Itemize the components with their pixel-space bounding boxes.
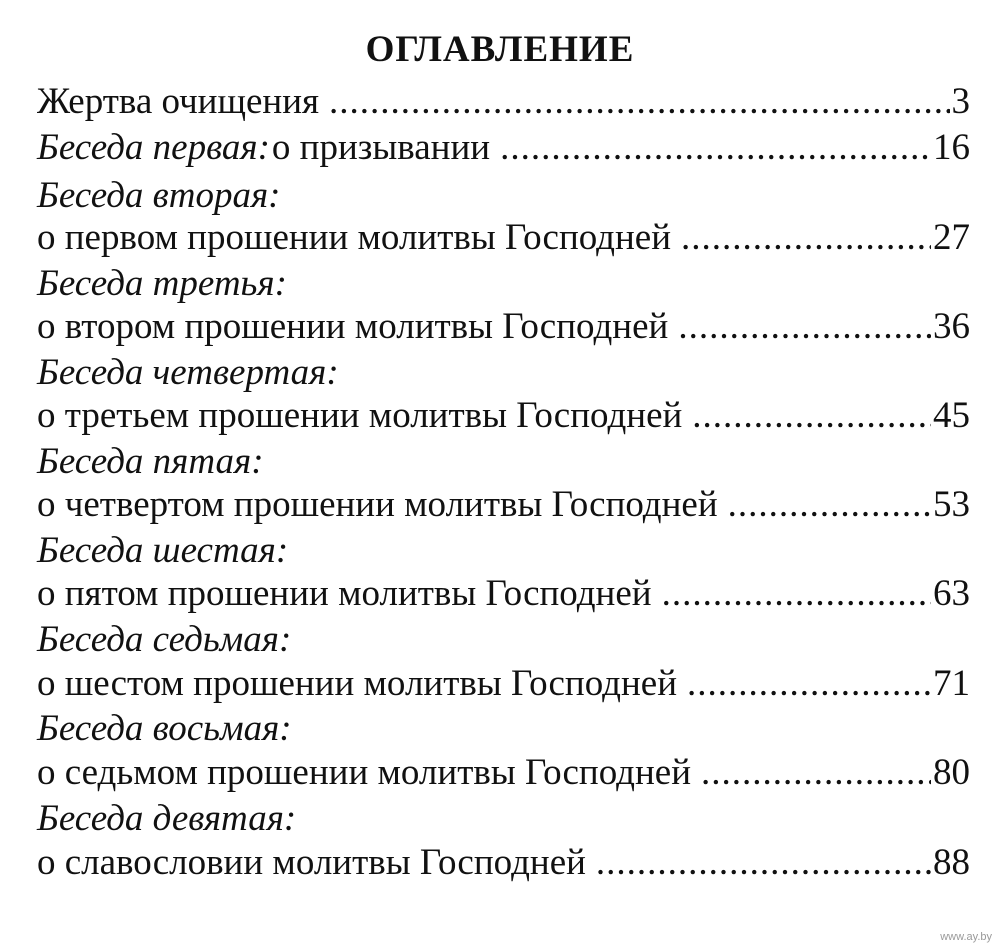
entry-label: Беседа седьмая:	[37, 619, 292, 660]
entry-label: Беседа третья:	[37, 263, 287, 304]
entry-label: Беседа девятая:	[37, 798, 297, 839]
entry-label: Беседа шестая:	[37, 530, 289, 571]
dot-leader	[678, 303, 931, 351]
page-number: 53	[933, 484, 970, 525]
toc-entry	[37, 481, 970, 529]
entry-text: о призывании	[271, 127, 491, 168]
entry-text: о шестом прошении молитвы Господней	[37, 663, 678, 704]
entry-label: Беседа восьмая:	[37, 708, 292, 749]
site-watermark: www.ay.by	[940, 931, 992, 943]
toc-entry	[37, 392, 970, 440]
entry-text: о третьем прошении молитвы Господней	[37, 395, 683, 436]
dot-leader	[500, 124, 931, 172]
toc-entry	[37, 839, 970, 887]
page-number: 16	[933, 127, 970, 168]
dot-leader	[692, 392, 931, 440]
page-number: 45	[933, 395, 970, 436]
entry-text: о первом прошении молитвы Господней	[37, 217, 672, 258]
toc-entry	[37, 749, 970, 797]
entry-text: о славословии молитвы Господней	[37, 842, 586, 883]
entry-label: Беседа первая:	[37, 127, 270, 168]
dot-leader	[329, 78, 949, 126]
dot-leader	[687, 660, 931, 708]
entry-text: о седьмом прошении молитвы Господней	[37, 752, 692, 793]
page-number: 88	[933, 842, 970, 883]
entry-label: Беседа вторая:	[37, 175, 281, 216]
toc-title: ОГЛАВЛЕНИЕ	[365, 29, 635, 70]
toc-entry	[37, 303, 970, 351]
page-number: 3	[951, 81, 970, 122]
entry-label: Беседа пятая:	[37, 441, 264, 482]
dot-leader	[681, 214, 931, 262]
page-number: 36	[933, 306, 970, 347]
entry-text: о четвертом прошении молитвы Господней	[37, 484, 718, 525]
toc-entry	[37, 78, 970, 126]
dot-leader	[662, 570, 931, 618]
dot-leader	[728, 481, 931, 529]
dot-leader	[701, 749, 931, 797]
page-number: 63	[933, 573, 970, 614]
entry-text: о пятом прошении молитвы Господней	[37, 573, 652, 614]
toc-entry	[37, 214, 970, 262]
toc-entry	[37, 660, 970, 708]
entry-text: о втором прошении молитвы Господней	[37, 306, 669, 347]
entry-label: Беседа четвертая:	[37, 352, 339, 393]
entry-text: Жертва очищения	[37, 81, 320, 122]
page-number: 80	[933, 752, 970, 793]
dot-leader	[596, 839, 931, 887]
toc-entry	[37, 124, 970, 172]
page-number: 27	[933, 217, 970, 258]
page-number: 71	[933, 663, 970, 704]
toc-entry	[37, 570, 970, 618]
